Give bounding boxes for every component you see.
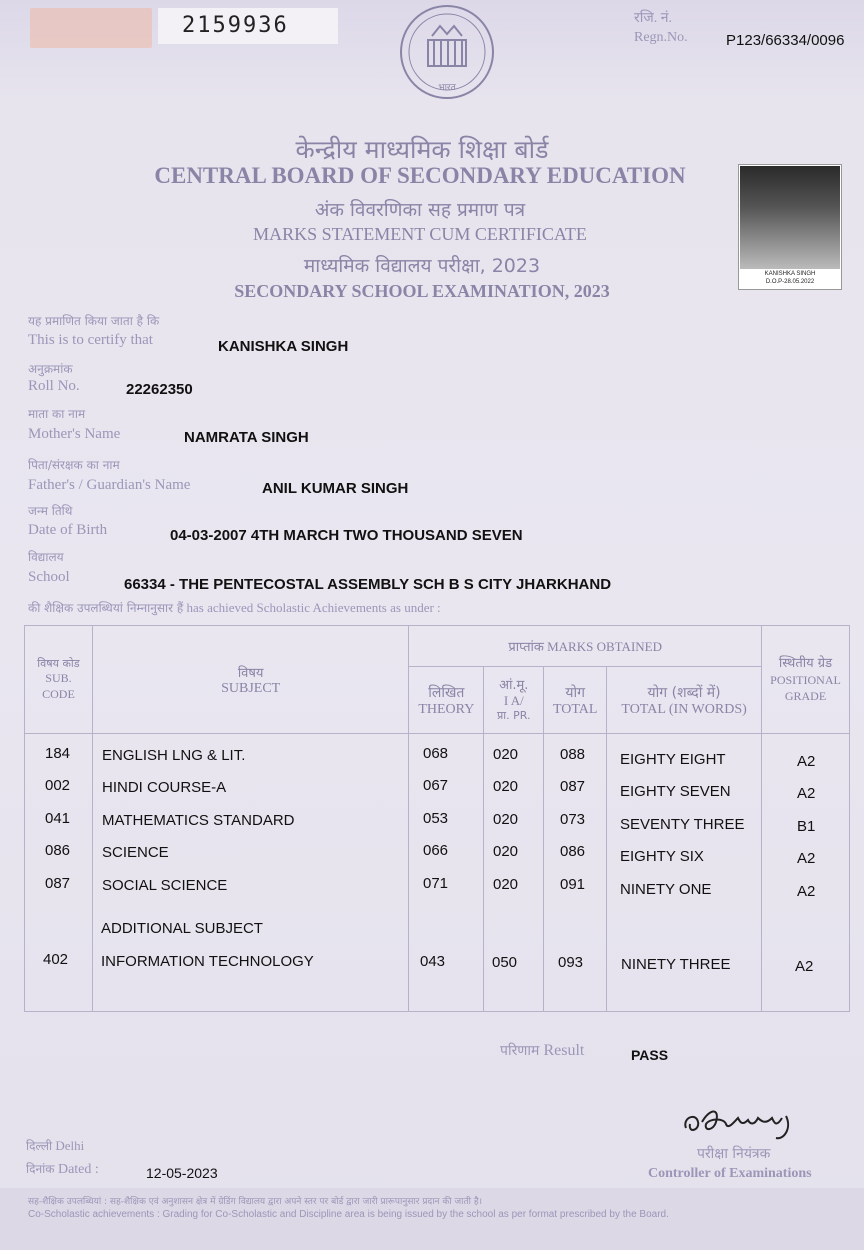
roll-label-en: Roll No.: [28, 378, 80, 394]
dob-label-en: Date of Birth: [28, 522, 108, 538]
doc-title-hi: अंक विवरणिका सह प्रमाण पत्र: [314, 199, 526, 221]
col-subject-header: विषय SUBJECT: [92, 626, 408, 734]
subject-words: EIGHTY SEVEN: [620, 783, 731, 800]
exam-title-hi: माध्यमिक विद्यालय परीक्षा, 2023: [303, 255, 541, 277]
subject-total: 088: [560, 746, 586, 763]
subject-name: SOCIAL SCIENCE: [102, 877, 228, 894]
seal-caption: भारत: [438, 83, 456, 93]
subject-name: MATHEMATICS STANDARD: [102, 812, 295, 829]
regn-label-hi: रजि. नं.: [634, 11, 673, 26]
student-photo: [738, 164, 842, 290]
mother-name: NAMRATA SINGH: [184, 429, 309, 446]
subject-theory: 068: [423, 745, 449, 762]
additional-grade: A2: [795, 958, 814, 975]
subject-name: HINDI COURSE-A: [102, 779, 227, 796]
subject-code: 002: [45, 777, 71, 794]
col-grade-header: स्थितीय ग्रेड POSITIONAL GRADE: [761, 626, 849, 734]
col-theory-header: लिखित THEORY: [409, 667, 484, 734]
board-title-en: CENTRAL BOARD OF SECONDARY EDUCATION: [154, 163, 686, 188]
subject-theory: 066: [423, 842, 449, 859]
certify-label-en: This is to certify that: [28, 332, 153, 348]
issue-date: 12-05-2023: [146, 1165, 218, 1181]
col-code-header: विषय कोड SUB. CODE: [25, 626, 93, 734]
subject-total: 087: [560, 778, 586, 795]
father-name: ANIL KUMAR SINGH: [262, 480, 409, 497]
subject-ia: 020: [493, 746, 519, 763]
co-scholastic-note-en: Co-Scholastic achievements : Grading for Co-Scholastic and Discipline area is being issued by the school as per format prescribed by the Board.: [28, 1209, 669, 1220]
father-label-en: Father's / Guardian's Name: [28, 477, 191, 493]
roll-number: 22262350: [126, 381, 193, 398]
subject-code: 086: [45, 842, 71, 859]
additional-total: 093: [558, 954, 584, 971]
subject-name: SCIENCE: [102, 844, 169, 861]
achieve-label-en: has achieved Scholastic Achievements as under :: [186, 600, 441, 615]
dob-label-hi: जन्म तिथि: [28, 504, 73, 518]
subject-code: 087: [45, 875, 71, 892]
subject-name: ENGLISH LNG & LIT.: [102, 747, 246, 764]
student-name: KANISHKA SINGH: [218, 338, 349, 355]
subject-grade: B1: [797, 818, 816, 835]
cbse-seal-icon: [388, 2, 506, 104]
subject-words: NINETY ONE: [620, 881, 712, 898]
subject-grade: A2: [797, 753, 816, 770]
doc-title-en: MARKS STATEMENT CUM CERTIFICATE: [253, 224, 587, 244]
subject-total: 086: [560, 843, 586, 860]
subject-theory: 071: [423, 875, 449, 892]
additional-code: 402: [43, 951, 69, 968]
regn-number: P123/66334/0096: [726, 32, 845, 49]
col-marks-header: प्राप्तांक MARKS OBTAINED: [409, 626, 762, 667]
board-title-hi: केन्द्रीय माध्यमिक शिक्षा बोर्ड: [295, 135, 549, 164]
result-value: PASS: [631, 1047, 669, 1063]
subject-theory: 067: [423, 777, 449, 794]
subject-ia: 020: [493, 778, 519, 795]
exam-title-en: SECONDARY SCHOOL EXAMINATION, 2023: [234, 281, 610, 301]
regn-label-en: Regn.No.: [634, 30, 688, 45]
table-header-row: [25, 626, 850, 667]
subject-ia: 020: [493, 811, 519, 828]
additional-words: NINETY THREE: [621, 956, 731, 973]
serial-number: 2159936: [158, 8, 338, 44]
subject-theory: 053: [423, 810, 449, 827]
controller-title-hi: परीक्षा नियंत्रक: [697, 1146, 771, 1162]
certify-label-hi: यह प्रमाणित किया जाता है कि: [28, 314, 160, 328]
result-label: परिणाम Result: [500, 1042, 585, 1059]
col-words-header: योग (शब्दों में) TOTAL (IN WORDS): [607, 667, 762, 734]
photo-image: [740, 166, 840, 269]
roll-label-hi: अनुक्रमांक: [28, 362, 73, 376]
additional-theory: 043: [420, 953, 446, 970]
photo-caption-name: KANISHKA SINGH: [764, 271, 816, 277]
controller-title-en: Controller of Examinations: [648, 1166, 812, 1181]
achieve-label-hi: की शैक्षिक उपलब्धियां निम्नानुसार हैं: [28, 601, 184, 615]
school-label-hi: विद्यालय: [28, 550, 64, 564]
mother-label-hi: माता का नाम: [28, 407, 86, 421]
achieve-line: [28, 599, 441, 616]
subject-grade: A2: [797, 883, 816, 900]
mother-label-en: Mother's Name: [28, 426, 121, 442]
subject-words: SEVENTY THREE: [620, 816, 745, 833]
subject-total: 073: [560, 811, 586, 828]
date-of-birth: 04-03-2007 4TH MARCH TWO THOUSAND SEVEN: [170, 527, 523, 544]
subject-code: 041: [45, 810, 71, 827]
controller-signature: [676, 1088, 836, 1148]
subject-code: 184: [45, 745, 71, 762]
school-name: 66334 - THE PENTECOSTAL ASSEMBLY SCH B S CITY JHARKHAND: [124, 576, 612, 593]
additional-subject-label: ADDITIONAL SUBJECT: [101, 920, 263, 937]
subject-grade: A2: [797, 850, 816, 867]
co-scholastic-note-hi: सह-शैक्षिक उपलब्धियां : सह-शैक्षिक एवं अनुशासन क्षेत्र में ग्रेडिंग विद्यालय द्वारा अपने स्तर पर बोर्ड द्वारा जारी प्रारूपानुसार प्रदान की जाती है।: [28, 1197, 483, 1207]
subject-grade: A2: [797, 785, 816, 802]
school-label-en: School: [28, 569, 70, 585]
father-label-hi: पिता/संरक्षक का नाम: [28, 458, 120, 472]
col-total-header: योग TOTAL: [544, 667, 607, 734]
stamp-mark: [30, 8, 152, 48]
additional-name: INFORMATION TECHNOLOGY: [101, 953, 314, 970]
subject-total: 091: [560, 876, 586, 893]
place-label: दिल्ली Delhi: [26, 1138, 85, 1153]
dated-label: दिनांक Dated :: [26, 1162, 99, 1177]
photo-caption-dop: D.O.P-28.05.2022: [765, 279, 815, 285]
col-ia-header: आं.मू. I A/ प्रा. PR.: [484, 667, 544, 734]
additional-ia: 050: [492, 954, 518, 971]
subject-words: EIGHTY SIX: [620, 848, 704, 865]
subject-words: EIGHTY EIGHT: [620, 751, 726, 768]
subject-ia: 020: [493, 876, 519, 893]
subject-ia: 020: [493, 843, 519, 860]
